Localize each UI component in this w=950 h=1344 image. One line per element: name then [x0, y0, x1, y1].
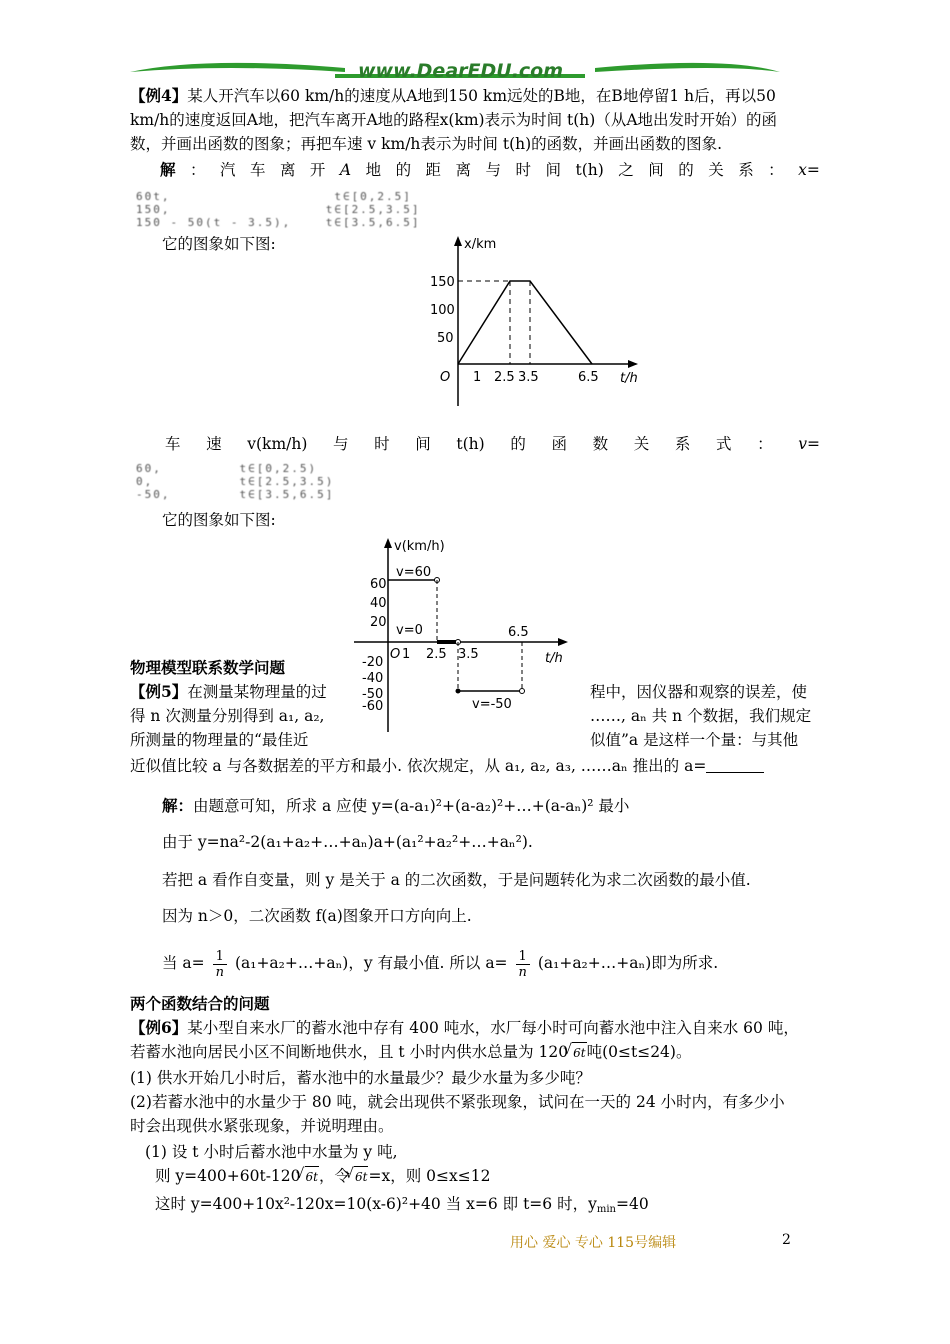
text-segment: 速 [206, 435, 222, 453]
text-segment: 式 [715, 435, 732, 453]
x-tick-label: 6.5 [578, 370, 599, 385]
text-segment: ： [768, 161, 784, 179]
text-segment: t(h) [575, 161, 604, 179]
ex4-line2: km/h的速度返回A地，把汽车离开A地的路程x(km)表示为时间 t(h)（从A地出发时开始）的函 [130, 111, 778, 129]
text-segment: t(h) [456, 435, 485, 453]
ex5-line3b: 似值”a 是这样一个量：与其他 [590, 731, 799, 749]
text-segment: v(km/h) [247, 435, 308, 453]
piecewise-x: 60t, t∈[0,2.5] 150, t∈[2.5,3.5] 150 - 50(t - 3.5), t∈[3.5,6.5] [136, 190, 421, 229]
fraction: $\frac{1}{n}$ [213, 949, 227, 980]
distance-series-line [458, 281, 592, 364]
text-segment: 距 [425, 161, 442, 179]
x-tick-label: 2.5 [494, 370, 515, 385]
section-title-physics: 物理模型联系数学问题 [130, 658, 286, 677]
text-segment: 离 [279, 161, 296, 179]
text-segment: 的 [510, 435, 526, 453]
left-swoosh [130, 63, 345, 72]
ex4-solution-line [160, 160, 820, 180]
y-axis-title: v(km/h) [394, 539, 445, 554]
ex6-question1: (1) 供水开始几小时后，蓄水池中的水量最少？最少水量为多少吨？ [130, 1069, 591, 1087]
text-segment: A [339, 161, 352, 179]
answer-blank[interactable] [706, 758, 764, 773]
footer-text: 用心 爱心 专心 115号编辑 [510, 1235, 677, 1251]
y-arrow [454, 236, 462, 246]
ex4-line3: 数，并画出函数的图象；再把车速 v km/h表示为时间 t(h)的函数，并画出函数的图象. [130, 135, 723, 153]
y-tick-label: -40 [362, 671, 384, 686]
x-axis-title: t/h [545, 651, 563, 666]
ex5-line2b: ……, aₙ 共 n 个数据，我们规定 [590, 707, 812, 725]
ex5-sol3: 若把 a 看作自变量，则 y 是关于 a 的二次函数，于是问题转化为求二次函数的最小值. [162, 871, 751, 889]
ex6-answer2: 则 y=400+60t-120√ 6t，令√ 6t=x，则 0≤x≤12 [155, 1166, 845, 1187]
text-segment: 的 [395, 161, 412, 179]
text-segment: v= [798, 435, 820, 453]
text-segment: 数 [592, 435, 609, 453]
text-segment: 间 [415, 435, 431, 453]
text-segment: 与 [333, 435, 349, 453]
text-segment: 的 [678, 161, 694, 179]
ex6-line1: 【例6】某小型自来水厂的蓄水池中存有 400 吨水，水厂每小时可向蓄水池中注入自来水 60 吨， [130, 1018, 799, 1037]
text-segment: 离 [455, 161, 472, 179]
chart-distance-time [420, 234, 650, 409]
text-segment: 与 [485, 161, 502, 179]
ex5-sol5: 当 a= $\frac{1}{n}$ (a₁+a₂+…+aₙ)，y 有最小值. 所以 a= $\frac{1}{n}$ (a₁+a₂+…+aₙ)即为所求. [162, 948, 719, 980]
x-tick-label: 1 [402, 647, 411, 662]
y-tick-label: 20 [370, 615, 387, 630]
text-segment: 车 [165, 435, 181, 453]
series-label: v=0 [396, 623, 423, 638]
y-tick-label: 60 [370, 577, 387, 592]
y-tick-label: -20 [362, 655, 384, 670]
ex5-line1b: 程中，因仪器和观察的误差，使 [590, 683, 808, 701]
ex6-answer3: 这时 y=400+10x²-120x=10(x-6)²+40 当 x=6 即 t=6 时，$y_{min}=40$ [155, 1195, 649, 1215]
fraction: $\frac{1}{n}$ [516, 949, 530, 980]
text-segment: 系 [738, 161, 754, 179]
y-axis-title: x/km [464, 237, 497, 252]
text-segment: 关 [708, 161, 724, 179]
text-segment: 间 [545, 161, 561, 179]
origin-label: O [390, 647, 401, 662]
text-segment: 关 [633, 435, 650, 453]
text-segment: 地 [365, 161, 382, 179]
sqrt-6t: √ 6t [572, 1042, 586, 1063]
graph-caption-2: 它的图象如下图: [162, 511, 276, 529]
x-tick-label: 3.5 [518, 370, 539, 385]
x-axis-title: t/h [620, 371, 638, 386]
closed-point [456, 689, 461, 694]
ex6-answer1: (1) 设 t 小时后蓄水池中水量为 y 吨, [145, 1143, 398, 1161]
text-segment: ： [757, 435, 773, 453]
text-segment: 间 [648, 161, 664, 179]
x-tick-label: 3.5 [458, 647, 479, 662]
y-tick-label: 40 [370, 596, 387, 611]
text-segment: x= [798, 161, 820, 179]
right-swoosh [595, 63, 780, 72]
ex6-question2: (2)若蓄水池中的水量少于 80 吨，就会出现供不紧张现象，试问在一天的 24 小时内，有多少小 [130, 1093, 785, 1111]
piecewise-v: 60, t∈[0,2.5) 0, t∈[2.5,3.5) -50, t∈[3.5,6.5] [136, 462, 335, 501]
sqrt-6t: √ 6t [305, 1166, 319, 1187]
series-label: v=-50 [472, 697, 512, 712]
ex5-sol1: 解：由题意可知，所求 a 应使 y=(a-a₁)²+(a-a₂)²+…+(a-aₙ)² 最小 [162, 796, 630, 815]
text-segment: 系 [674, 435, 691, 453]
ex5-sol4: 因为 n＞0，二次函数 f(a)图象开口方向向上. [162, 907, 472, 925]
y-tick-label: 150 [430, 275, 455, 290]
ex4-velocity-line [165, 434, 820, 454]
y-tick-label: -60 [362, 699, 384, 714]
text-segment: 解 [160, 160, 176, 179]
text-segment: 时 [515, 161, 532, 179]
ex4-line1: 【例4】某人开汽车以60 km/h的速度从A地到150 km远处的B地，在B地停留1 h后，再以50 [130, 86, 776, 105]
series-label: v=60 [396, 565, 432, 580]
x-arrow [628, 360, 638, 368]
sqrt-6t: √ 6t [354, 1166, 368, 1187]
x-tick-label: 2.5 [426, 647, 447, 662]
page-number: 2 [782, 1232, 791, 1248]
x-tick-label: 6.5 [508, 625, 529, 640]
y-arrow [384, 538, 392, 548]
ex5-sol2: 由于 y=na²-2(a₁+a₂+…+aₙ)a+(a₁²+a₂²+…+aₙ²). [162, 833, 533, 851]
y-tick-label: 100 [430, 303, 455, 318]
chart-velocity-time [340, 534, 580, 734]
text-segment: 时 [374, 435, 390, 453]
ex6-question2b: 时会出现供水紧张现象，并说明理由。 [130, 1117, 394, 1135]
text-segment: 车 [249, 161, 266, 179]
text-segment: ： [189, 161, 206, 179]
x-arrow [558, 638, 568, 646]
text-segment: 汽 [219, 161, 236, 179]
ex5-line1a: 【例5】在测量某物理量的过 [130, 682, 327, 701]
graph-caption-1: 它的图象如下图: [162, 235, 276, 253]
text-segment: 开 [309, 161, 326, 179]
x-tick-label: 1 [473, 370, 482, 385]
y-tick-label: -50 [362, 687, 384, 702]
text-segment: 函 [551, 435, 567, 453]
ex5-line4: 近似值比较 a 与各数据差的平方和最小. 依次规定，从 a₁, a₂, a₃, ……aₙ 推出的 a= [130, 756, 820, 776]
ex6-line2: 若蓄水池向居民小区不间断地供水，且 t 小时内供水总量为 120√ 6t吨(0≤t≤24)。 [130, 1042, 820, 1063]
header-site[interactable]: www.DearEDU.com [358, 60, 564, 82]
y-tick-label: 50 [437, 331, 454, 346]
ex5-line2a: 得 n 次测量分别得到 a₁, a₂, [130, 707, 325, 725]
origin-label: O [440, 370, 451, 385]
section-title-two-functions: 两个函数结合的问题 [130, 994, 270, 1013]
ex5-line3a: 所测量的物理量的“最佳近 [130, 731, 309, 749]
text-segment: 之 [618, 161, 634, 179]
